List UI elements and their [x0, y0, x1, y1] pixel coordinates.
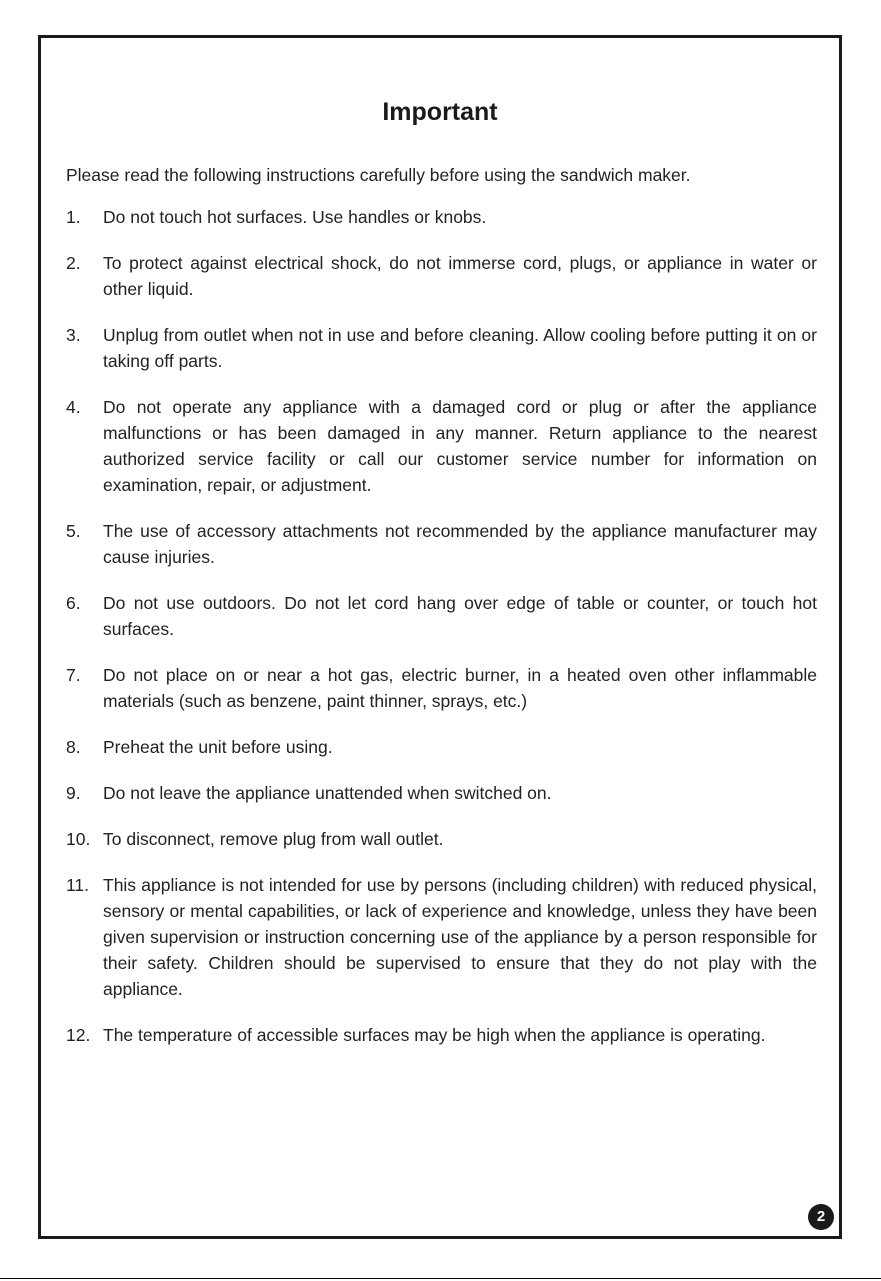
page-number-badge: 2 [808, 1204, 834, 1230]
item-text: Do not use outdoors. Do not let cord hang over edge of table or counter, or touch hot surfaces. [103, 593, 817, 639]
item-text: Do not operate any appliance with a damaged cord or plug or after the appliance malfunctions or has been damaged in any manner. Return appliance to the nearest authorized service facility or call our customer service number for information on examination, repair, or adjustment. [103, 397, 817, 495]
item-number: 6. [66, 593, 81, 613]
list-item [66, 518, 817, 570]
item-number: 10. [66, 829, 91, 849]
item-text: Do not leave the appliance unattended when switched on. [103, 783, 552, 803]
item-number: 5. [66, 521, 81, 541]
list-item [66, 1022, 817, 1048]
item-text: To protect against electrical shock, do not immerse cord, plugs, or appliance in water or other liquid. [103, 253, 817, 299]
item-text: The temperature of accessible surfaces may be high when the appliance is operating. [103, 1025, 766, 1045]
item-number: 3. [66, 325, 81, 345]
list-item [66, 590, 817, 642]
item-number: 7. [66, 665, 81, 685]
instruction-list [66, 204, 817, 1068]
list-item [66, 394, 817, 498]
item-number: 2. [66, 253, 81, 273]
item-number: 4. [66, 397, 81, 417]
list-item [66, 780, 817, 806]
list-item [66, 872, 817, 1002]
bottom-divider [0, 1278, 881, 1279]
item-text: The use of accessory attachments not recommended by the appliance manufacturer may cause injuries. [103, 521, 817, 567]
page-title: Important [382, 98, 498, 126]
item-text: Preheat the unit before using. [103, 737, 333, 757]
item-number: 9. [66, 783, 81, 803]
intro-text: Please read the following instructions carefully before using the sandwich maker. [66, 165, 691, 185]
list-item [66, 826, 817, 852]
page-frame [38, 35, 842, 1239]
item-text: To disconnect, remove plug from wall outlet. [103, 829, 444, 849]
item-number: 1. [66, 207, 81, 227]
item-number: 12. [66, 1025, 91, 1045]
list-item [66, 250, 817, 302]
item-number: 8. [66, 737, 81, 757]
item-text: This appliance is not intended for use by persons (including children) with reduced physical, sensory or mental capabilities, or lack of experience and knowledge, unless they have been given supervision or instruction concerning use of the appliance by a person responsible for their safety. Children should be supervised to ensure that they do not play with the appliance. [103, 875, 817, 999]
list-item [66, 662, 817, 714]
item-number: 11. [66, 875, 90, 895]
item-text: Do not touch hot surfaces. Use handles or knobs. [103, 207, 487, 227]
item-text: Unplug from outlet when not in use and before cleaning. Allow cooling before putting it on or taking off parts. [103, 325, 817, 371]
item-text: Do not place on or near a hot gas, electric burner, in a heated oven other inflammable materials (such as benzene, paint thinner, sprays, etc.) [103, 665, 817, 711]
list-item [66, 322, 817, 374]
list-item [66, 734, 817, 760]
list-item [66, 204, 817, 230]
